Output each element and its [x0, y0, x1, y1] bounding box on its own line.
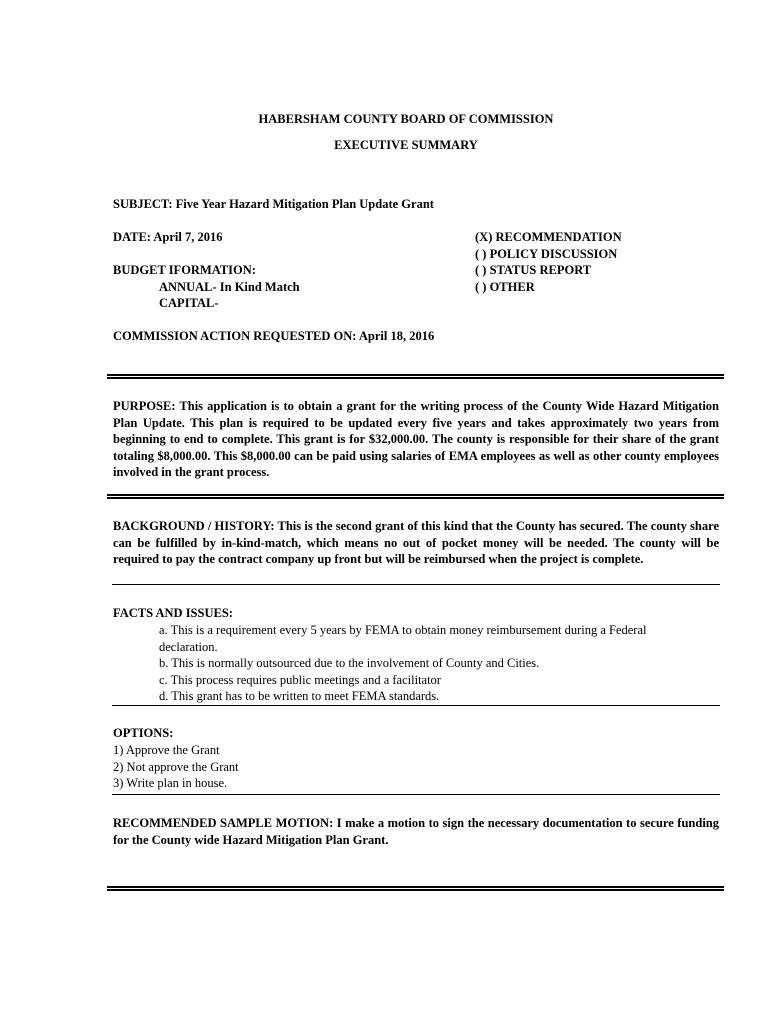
- section-divider: [107, 374, 724, 379]
- budget-capital: CAPITAL-: [159, 296, 219, 310]
- action-requested-line: COMMISSION ACTION REQUESTED ON: April 18, 2016: [113, 329, 435, 343]
- org-title: HABERSHAM COUNTY BOARD OF COMMISSION: [258, 112, 554, 126]
- facts-item: c. This process requires public meetings and a facilitator: [159, 672, 441, 687]
- options-heading: OPTIONS:: [113, 726, 174, 740]
- section-divider: [112, 705, 720, 706]
- section-divider: [112, 794, 720, 795]
- checklist-item-policy-discussion: ( ) POLICY DISCUSSION: [475, 246, 618, 261]
- page-end-divider: [107, 886, 724, 891]
- section-divider: [107, 494, 724, 499]
- subject-line: SUBJECT: Five Year Hazard Mitigation Plan Update Grant: [113, 197, 434, 211]
- option-item: 3) Write plan in house.: [113, 776, 228, 790]
- checklist-item-recommendation: (X) RECOMMENDATION: [475, 230, 622, 244]
- facts-list: [159, 622, 679, 705]
- budget-heading: BUDGET IFORMATION:: [113, 263, 256, 277]
- section-divider: [112, 584, 720, 585]
- facts-heading: FACTS AND ISSUES:: [113, 606, 233, 620]
- options-list: [113, 742, 239, 792]
- checklist-item-other: ( ) OTHER: [475, 279, 535, 294]
- background-paragraph: BACKGROUND / HISTORY: This is the second grant of this kind that the County has secured. The county share can be fulfilled by in-kind-match, which means no out of pocket money will be needed. The county will be required to pay the contract company up front but will be reimbursed when the project is complete.: [113, 519, 719, 566]
- recommended-motion: RECOMMENDED SAMPLE MOTION: I make a motion to sign the necessary documentation to secure funding for the County wide Hazard Mitigation Plan Grant.: [113, 816, 719, 847]
- facts-item: d. This grant has to be written to meet FEMA standards.: [159, 689, 440, 703]
- facts-item: b. This is normally outsourced due to the involvement of County and Cities.: [159, 656, 540, 670]
- agenda-type-checklist: [475, 229, 622, 295]
- facts-item: a. This is a requirement every 5 years by FEMA to obtain money reimbursement during a Federal declaration.: [159, 623, 647, 654]
- date-line: DATE: April 7, 2016: [113, 230, 223, 244]
- checklist-item-status-report: ( ) STATUS REPORT: [475, 263, 592, 277]
- budget-annual: ANNUAL- In Kind Match: [159, 280, 300, 294]
- document-title: EXECUTIVE SUMMARY: [334, 138, 478, 152]
- option-item: 1) Approve the Grant: [113, 743, 220, 757]
- purpose-paragraph: PURPOSE: This application is to obtain a grant for the writing process of the County Wide Hazard Mitigation Plan Update. This plan is required to be updated every five years and takes approximately two years from beginning to end to complete. This grant is for $32,000.00. The county is responsible for their share of the grant totaling $8,000.00. This $8,000.00 can be paid using salaries of EMA employees as well as other county employees involved in the grant process.: [113, 399, 719, 479]
- option-item: 2) Not approve the Grant: [113, 759, 239, 774]
